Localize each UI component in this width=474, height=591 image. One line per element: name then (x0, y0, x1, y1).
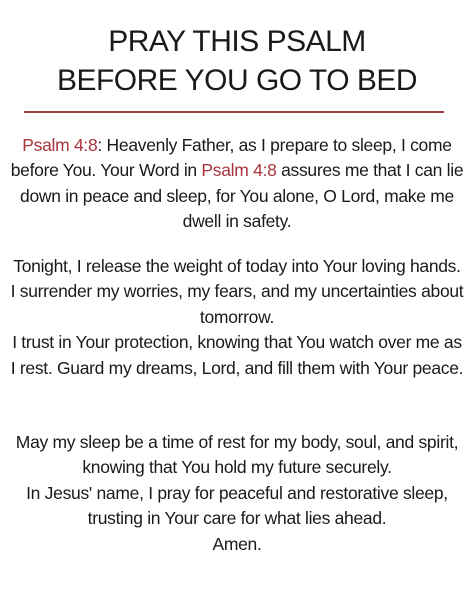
paragraph-1-text-b: assures me that I can lie down in peace and sleep, for You alone, O Lord, make me dwell in safety. (20, 160, 464, 232)
paragraph-2-line-2: I trust in Your protection, knowing that You watch over me as I rest. Guard my dreams, Lord, and fill them with Your peace. (10, 332, 464, 378)
paragraph-3-line-2: In Jesus' name, I pray for peaceful and restorative sleep, trusting in Your care for what lies ahead. (26, 482, 448, 529)
title-line-1: PRAY THIS PSALM (108, 25, 366, 58)
title-divider (24, 111, 444, 113)
psalm-reference-link[interactable]: Psalm 4:8 (22, 135, 98, 155)
title-line-2: BEFORE YOU GO TO BED (56, 64, 418, 97)
prayer-paragraph-3 (10, 430, 464, 557)
psalm-reference-link-2[interactable]: Psalm 4:8 (201, 160, 277, 181)
prayer-paragraph-1 (10, 133, 464, 235)
paragraph-3-line-1: May my sleep be a time of rest for my body, soul, and spirit, knowing that You hold my future securely. (15, 432, 459, 478)
amen-text: Amen. (212, 533, 262, 554)
paragraph-1-text-a: : Heavenly Father, as I prepare to sleep, I come before You. Your Word in (10, 135, 452, 181)
prayer-paragraph-2 (10, 254, 464, 381)
paragraph-2-line-1: Tonight, I release the weight of today into Your loving hands. I surrender my worries, my fears, and my uncertainties about tomorrow. (10, 256, 464, 327)
